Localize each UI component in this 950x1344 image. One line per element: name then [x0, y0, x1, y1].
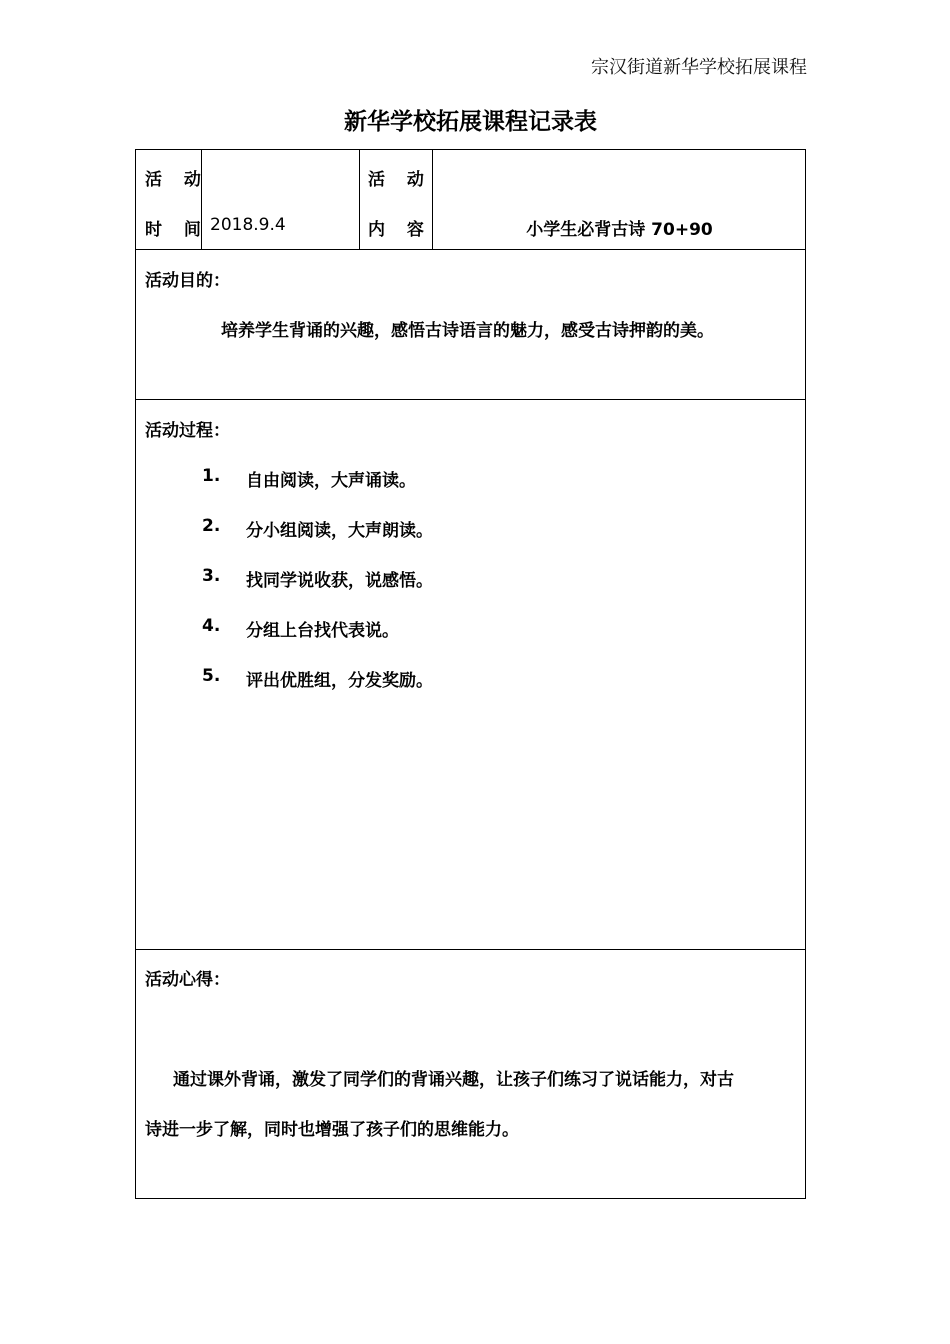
purpose-text: 培养学生背诵的兴趣，感悟古诗语言的魅力，感受古诗押韵的美。	[221, 321, 714, 341]
time-label-top: 活 动	[145, 170, 209, 190]
reflection-label: 活动心得：	[145, 970, 230, 990]
content-label-top: 活 动	[368, 170, 432, 190]
step-number: 2.	[202, 516, 221, 536]
step-number: 1.	[202, 466, 221, 486]
header-course-name: 宗汉街道新华学校拓展课程	[591, 57, 807, 78]
activity-content-value: 小学生必背古诗 70+90	[526, 220, 713, 240]
row-divider-3	[136, 949, 805, 950]
document-title: 新华学校拓展课程记录表	[344, 109, 597, 135]
step-number: 4.	[202, 616, 221, 636]
time-label-bottom: 时 间	[145, 220, 209, 240]
activity-time-value: 2018.9.4	[210, 215, 286, 235]
content-label-bottom: 内 容	[368, 220, 432, 240]
purpose-label: 活动目的：	[145, 271, 230, 291]
row-divider-2	[136, 399, 805, 400]
step-text: 评出优胜组，分发奖励。	[246, 671, 433, 691]
step-text: 找同学说收获，说感悟。	[246, 571, 433, 591]
step-text: 自由阅读，大声诵读。	[246, 471, 416, 491]
row-divider-1	[136, 249, 805, 250]
step-number: 3.	[202, 566, 221, 586]
reflection-text-line1: 通过课外背诵，激发了同学们的背诵兴趣，让孩子们练习了说话能力，对古	[173, 1070, 734, 1090]
step-text: 分组上台找代表说。	[246, 621, 399, 641]
reflection-text-line2: 诗进一步了解，同时也增强了孩子们的思维能力。	[145, 1120, 519, 1140]
process-label: 活动过程：	[145, 421, 230, 441]
row1-divider-2	[359, 150, 360, 249]
record-table	[135, 149, 806, 1199]
step-number: 5.	[202, 666, 221, 686]
step-text: 分小组阅读，大声朗读。	[246, 521, 433, 541]
